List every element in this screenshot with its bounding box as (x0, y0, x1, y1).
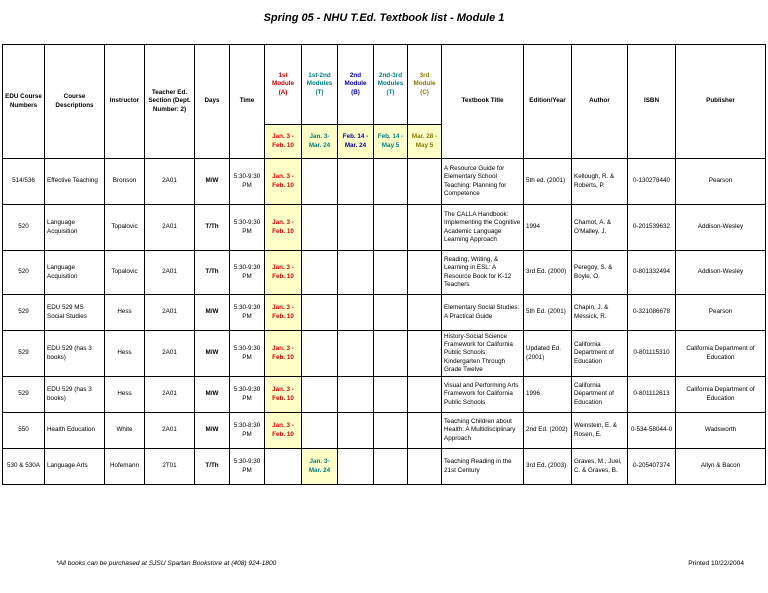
instructor: Hess (105, 377, 145, 413)
module-3-cell (408, 377, 442, 413)
author: Graves, M., Juel, C. & Graves, B. (572, 449, 628, 485)
module-2-cell (338, 295, 374, 331)
table-row (3, 295, 766, 331)
course-number: 520 (3, 251, 45, 295)
time: 5:30-9:30 PM (230, 295, 265, 331)
isbn: 0-801112613 (628, 377, 676, 413)
module-3-cell (408, 413, 442, 449)
module-2-3-cell (374, 251, 408, 295)
header-time: Time (230, 45, 265, 159)
header-module-1-2: 1st-2nd Modules (T) (302, 45, 338, 125)
table-row (3, 449, 766, 485)
publisher: California Department of Education (676, 331, 766, 377)
header-edu-course-numbers: EDU Course Numbers (3, 45, 45, 159)
section: 2A01 (145, 413, 195, 449)
page-title: Spring 05 - NHU T.Ed. Textbook list - Module 1 (263, 12, 505, 24)
header-teacher-ed-section: Teacher Ed. Section (Dept. Number: 2) (145, 45, 195, 159)
header-course-descriptions: Course Descriptions (45, 45, 105, 159)
instructor: Hess (105, 295, 145, 331)
module-1-2-cell (302, 295, 338, 331)
section: 2A01 (145, 331, 195, 377)
module-1-cell: Jan. 3 - Feb. 10 (265, 159, 302, 205)
course-number: 550 (3, 413, 45, 449)
module-2-3-cell (374, 295, 408, 331)
module-2-3-dates: Feb. 14 - May 5 (374, 125, 408, 159)
course-description: Language Acquisition (45, 205, 105, 251)
instructor: Bronson (105, 159, 145, 205)
time: 5:30-9:30 PM (230, 449, 265, 485)
textbook-title: Teaching Reading in the 21st Century (442, 449, 524, 485)
section: 2A01 (145, 251, 195, 295)
module-2-3-cell (374, 449, 408, 485)
textbook-table (2, 44, 766, 485)
days: T/Th (195, 205, 230, 251)
footer-note: *All books can be purchased at SJSU Spartan Bookstore at (408) 924-1800 (56, 560, 277, 567)
module-2-cell (338, 159, 374, 205)
days: T/Th (195, 449, 230, 485)
author: Chamot, A. & O'Malley, J. (572, 205, 628, 251)
publisher: Pearson (676, 159, 766, 205)
module-1-2-cell (302, 331, 338, 377)
module-1-2-cell: Jan. 3- Mar. 24 (302, 449, 338, 485)
course-description: EDU 529 (has 3 books) (45, 377, 105, 413)
module-3-cell (408, 205, 442, 251)
header-textbook-title: Textbook Title (442, 45, 524, 159)
days: M/W (195, 331, 230, 377)
instructor: White (105, 413, 145, 449)
header-instructor: Instructor (105, 45, 145, 159)
days: M/W (195, 413, 230, 449)
time: 5:30-9:30 PM (230, 331, 265, 377)
module-1-cell: Jan. 3 - Feb. 10 (265, 295, 302, 331)
textbook-title: A Resource Guide for Elementary School Teaching: Planning for Competence (442, 159, 524, 205)
module-1-2-cell (302, 205, 338, 251)
author: Weinstein, E. & Rosen, E. (572, 413, 628, 449)
days: M/W (195, 295, 230, 331)
module-3-cell (408, 159, 442, 205)
module-2-cell (338, 331, 374, 377)
publisher: California Department of Education (676, 377, 766, 413)
isbn: 0-130278440 (628, 159, 676, 205)
module-3-cell (408, 449, 442, 485)
textbook-title: History-Social Science Framework for California Public Schools: Kindergarten Through Grade Twelve (442, 331, 524, 377)
module-3-cell (408, 295, 442, 331)
module-3-dates: Mar. 28 - May 5 (408, 125, 442, 159)
isbn: 0-205407374 (628, 449, 676, 485)
edition-year: 5th ed. (2001) (524, 159, 572, 205)
course-number: 530 & 530A (3, 449, 45, 485)
isbn: 0-321086678 (628, 295, 676, 331)
module-2-cell (338, 413, 374, 449)
isbn: 0-534-58044-0 (628, 413, 676, 449)
time: 5:30-9:30 PM (230, 205, 265, 251)
textbook-title: Teaching Children about Health: A Multidisciplinary Approach (442, 413, 524, 449)
section: 2A01 (145, 377, 195, 413)
isbn: 0-801115310 (628, 331, 676, 377)
course-description: Language Arts (45, 449, 105, 485)
module-1-cell: Jan. 3 - Feb. 10 (265, 331, 302, 377)
module-2-cell (338, 449, 374, 485)
module-1-cell: Jan. 3 - Feb. 10 (265, 251, 302, 295)
textbook-title: Reading, Writing, & Learning in ESL: A Resource Book for K-12 Teachers (442, 251, 524, 295)
days: T/Th (195, 251, 230, 295)
header-days: Days (195, 45, 230, 159)
module-2-cell (338, 205, 374, 251)
table-row (3, 377, 766, 413)
edition-year: Updated Ed. (2001) (524, 331, 572, 377)
author: Kellough, R. & Roberts, P. (572, 159, 628, 205)
days: M/W (195, 377, 230, 413)
header-module-3: 3rd Module (C) (408, 45, 442, 125)
module-2-3-cell (374, 413, 408, 449)
textbook-title: The CALLA Handbook: Implementing the Cognitive Academic Language Learning Approach (442, 205, 524, 251)
course-number: 529 (3, 295, 45, 331)
course-description: EDU 529 MS Social Studies (45, 295, 105, 331)
author: Peregoy, S. & Boyle, O. (572, 251, 628, 295)
textbook-title: Elementary Social Studies: A Practical Guide (442, 295, 524, 331)
course-description: Effective Teaching (45, 159, 105, 205)
section: 2T01 (145, 449, 195, 485)
header-publisher: Publisher (676, 45, 766, 159)
module-1-dates: Jan. 3 - Feb. 10 (265, 125, 302, 159)
module-2-cell (338, 251, 374, 295)
module-1-2-cell (302, 251, 338, 295)
section: 2A01 (145, 295, 195, 331)
module-1-2-cell (302, 413, 338, 449)
time: 5:30-9:30 PM (230, 159, 265, 205)
header-module-1: 1st Module (A) (265, 45, 302, 125)
module-3-cell (408, 251, 442, 295)
module-2-dates: Feb. 14 - Mar. 24 (338, 125, 374, 159)
module-1-cell: Jan. 3 - Feb. 10 (265, 413, 302, 449)
time: 5:30-9:30 PM (230, 377, 265, 413)
edition-year: 5th Ed. (2001) (524, 295, 572, 331)
publisher: Allyn & Bacon (676, 449, 766, 485)
instructor: Hess (105, 331, 145, 377)
author: California Department of Education (572, 331, 628, 377)
table-row (3, 205, 766, 251)
module-2-3-cell (374, 331, 408, 377)
edition-year: 1994 (524, 205, 572, 251)
isbn: 0-201539632 (628, 205, 676, 251)
table-row (3, 251, 766, 295)
table-row (3, 413, 766, 449)
time: 5:30-9:30 PM (230, 251, 265, 295)
course-number: 520 (3, 205, 45, 251)
course-number: 514/536 (3, 159, 45, 205)
author: California Department of Education (572, 377, 628, 413)
instructor: Topalovic (105, 205, 145, 251)
publisher: Addison-Wesley (676, 205, 766, 251)
publisher: Addison-Wesley (676, 251, 766, 295)
module-1-2-cell (302, 377, 338, 413)
textbook-title: Visual and Performing Arts Framework for California Public Schools (442, 377, 524, 413)
module-1-cell (265, 449, 302, 485)
table-row (3, 159, 766, 205)
isbn: 0-801332494 (628, 251, 676, 295)
module-2-cell (338, 377, 374, 413)
instructor: Topalovic (105, 251, 145, 295)
author: Chapin, J. & Messick, R. (572, 295, 628, 331)
days: M/W (195, 159, 230, 205)
module-3-cell (408, 331, 442, 377)
time: 5:30-8:30 PM (230, 413, 265, 449)
course-number: 529 (3, 377, 45, 413)
module-1-cell: Jan. 3 - Feb. 10 (265, 377, 302, 413)
course-description: Language Acquisition (45, 251, 105, 295)
module-1-cell: Jan. 3 - Feb. 10 (265, 205, 302, 251)
module-1-2-dates: Jan. 3- Mar. 24 (302, 125, 338, 159)
section: 2A01 (145, 205, 195, 251)
module-2-3-cell (374, 159, 408, 205)
header-module-2: 2nd Module (B) (338, 45, 374, 125)
header-author: Author (572, 45, 628, 159)
edition-year: 2nd Ed. (2002) (524, 413, 572, 449)
edition-year: 3rd Ed. (2000) (524, 251, 572, 295)
edition-year: 3rd Ed. (2003) (524, 449, 572, 485)
section: 2A01 (145, 159, 195, 205)
printed-date: Printed 10/22/2004 (688, 560, 744, 567)
header-module-2-3: 2nd-3rd Modules (T) (374, 45, 408, 125)
course-description: EDU 529 (has 3 books) (45, 331, 105, 377)
course-description: Health Education (45, 413, 105, 449)
table-row (3, 331, 766, 377)
module-2-3-cell (374, 205, 408, 251)
publisher: Pearson (676, 295, 766, 331)
header-isbn: ISBN (628, 45, 676, 159)
edition-year: 1996 (524, 377, 572, 413)
instructor: Hofemann (105, 449, 145, 485)
publisher: Wadsworth (676, 413, 766, 449)
course-number: 529 (3, 331, 45, 377)
module-2-3-cell (374, 377, 408, 413)
module-1-2-cell (302, 159, 338, 205)
header-edition-year: Edition/Year (524, 45, 572, 159)
